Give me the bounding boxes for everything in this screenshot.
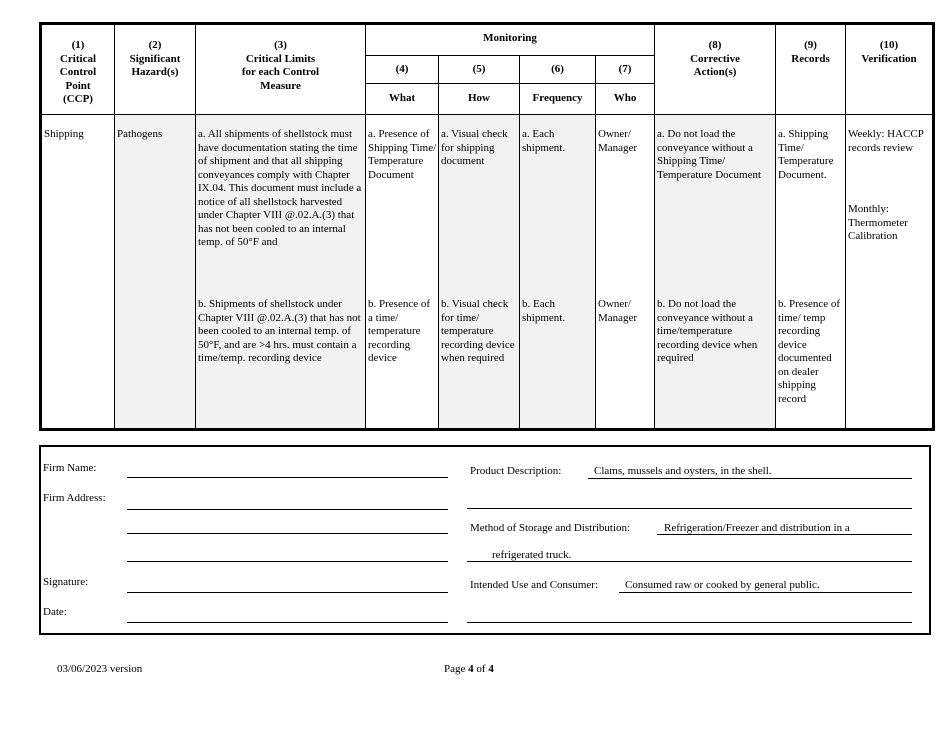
- storage-method-value-1: Refrigeration/Freezer and distribution in a: [664, 522, 850, 534]
- hazard-value: Pathogens: [117, 128, 163, 140]
- storage-method-field[interactable]: [657, 534, 912, 535]
- verification-weekly: Weekly: HACCP records review: [848, 128, 924, 154]
- table-row: [41, 115, 934, 430]
- what-b: b. Presence of a time/ temperature recording device: [368, 298, 431, 364]
- verification-monthly: Monthly: Thermometer Calibration: [848, 203, 908, 242]
- firm-address-label: Firm Address:: [43, 492, 106, 504]
- hazard-cell: [115, 115, 196, 430]
- firm-address-field-1[interactable]: [127, 509, 448, 510]
- header-monitoring: Monitoring: [366, 24, 655, 56]
- intended-use-field[interactable]: [619, 592, 912, 593]
- corrective-action-b: b. Do not load the conveyance without a time/temperature recording device when required: [657, 298, 758, 364]
- how-cell: [439, 115, 520, 430]
- page-total: 4: [488, 663, 494, 675]
- header-critical-limits: (3) Critical Limits for each Control Measure: [196, 24, 366, 115]
- header-what: What: [366, 84, 439, 115]
- firm-address-field-2[interactable]: [127, 533, 448, 534]
- product-description-field-2[interactable]: [467, 508, 912, 509]
- storage-method-field-2[interactable]: [467, 561, 912, 562]
- haccp-plan-table: [39, 22, 935, 431]
- signature-field[interactable]: [127, 592, 448, 593]
- corrective-action-a: a. Do not load the conveyance without a Shipping Time/ Temperature Document: [657, 128, 762, 181]
- header-frequency-number: (6): [520, 56, 596, 84]
- ccp-value: Shipping: [44, 128, 84, 140]
- frequency-a: a. Each shipment.: [522, 128, 566, 154]
- intended-use-label: Intended Use and Consumer:: [470, 579, 598, 591]
- records-b: b. Presence of time/ temp recording device documented on dealer shipping record: [778, 298, 841, 405]
- frequency-b: b. Each shipment.: [522, 298, 566, 324]
- header-what-number: (4): [366, 56, 439, 84]
- date-label: Date:: [43, 606, 67, 618]
- product-description-field[interactable]: [588, 478, 912, 479]
- page-of: of: [476, 663, 486, 675]
- product-description-label: Product Description:: [470, 465, 562, 477]
- signature-label: Signature:: [43, 576, 89, 588]
- header-how-number: (5): [439, 56, 520, 84]
- header-how: How: [439, 84, 520, 115]
- firm-info-box: [39, 445, 931, 635]
- how-b: b. Visual check for time/ temperature recording device when required: [441, 298, 515, 364]
- header-frequency: Frequency: [520, 84, 596, 115]
- header-verification: (10) Verification: [846, 24, 934, 115]
- who-b: Owner/ Manager: [598, 298, 638, 324]
- date-field[interactable]: [127, 622, 448, 623]
- intended-use-field-2[interactable]: [467, 622, 912, 623]
- corrective-action-cell: [655, 115, 776, 430]
- firm-address-field-3[interactable]: [127, 561, 448, 562]
- storage-method-label: Method of Storage and Distribution:: [470, 522, 631, 534]
- how-a: a. Visual check for shipping document: [441, 128, 508, 167]
- header-corrective-actions: (8) Corrective Action(s): [655, 24, 776, 115]
- critical-limits-cell: [196, 115, 366, 430]
- page-prefix: Page: [444, 663, 466, 675]
- what-cell: [366, 115, 439, 430]
- header-who: Who: [596, 84, 655, 115]
- ccp-cell: [41, 115, 115, 430]
- header-hazard: (2) Significant Hazard(s): [115, 24, 196, 115]
- critical-limit-a: a. All shipments of shellstock must have documentation stating the time of shipment and that all shipping conveyances comply with Chapter IX.04. This document must include a notice of all shellstock harvested under Chapter VIII @.02.A.(3) that has not been cooled to an internal temp. of 50°F and: [198, 128, 362, 248]
- verification-cell: [846, 115, 934, 430]
- records-cell: [776, 115, 846, 430]
- page-number: [444, 663, 494, 675]
- what-a: a. Presence of Shipping Time/ Temperature Document: [368, 128, 437, 181]
- header-ccp: (1) Critical Control Point (CCP): [41, 24, 115, 115]
- header-records: (9) Records: [776, 24, 846, 115]
- header-who-number: (7): [596, 56, 655, 84]
- firm-name-label: Firm Name:: [43, 462, 97, 474]
- version-label: 03/06/2023 version: [57, 663, 143, 675]
- page-current: 4: [468, 663, 474, 675]
- product-description-value: Clams, mussels and oysters, in the shell.: [594, 465, 772, 477]
- who-cell: [596, 115, 655, 430]
- storage-method-value-2: refrigerated truck.: [492, 549, 572, 561]
- intended-use-value: Consumed raw or cooked by general public.: [625, 579, 820, 591]
- critical-limit-b: b. Shipments of shellstock under Chapter VIII @.02.A.(3) that has not been cooled to an internal temp. of 50°F, and are >4 hrs. must contain a time/temp. recording device: [198, 298, 361, 364]
- firm-name-field[interactable]: [127, 477, 448, 478]
- records-a: a. Shipping Time/ Temperature Document.: [778, 128, 834, 181]
- who-a: Owner/ Manager: [598, 128, 638, 154]
- frequency-cell: [520, 115, 596, 430]
